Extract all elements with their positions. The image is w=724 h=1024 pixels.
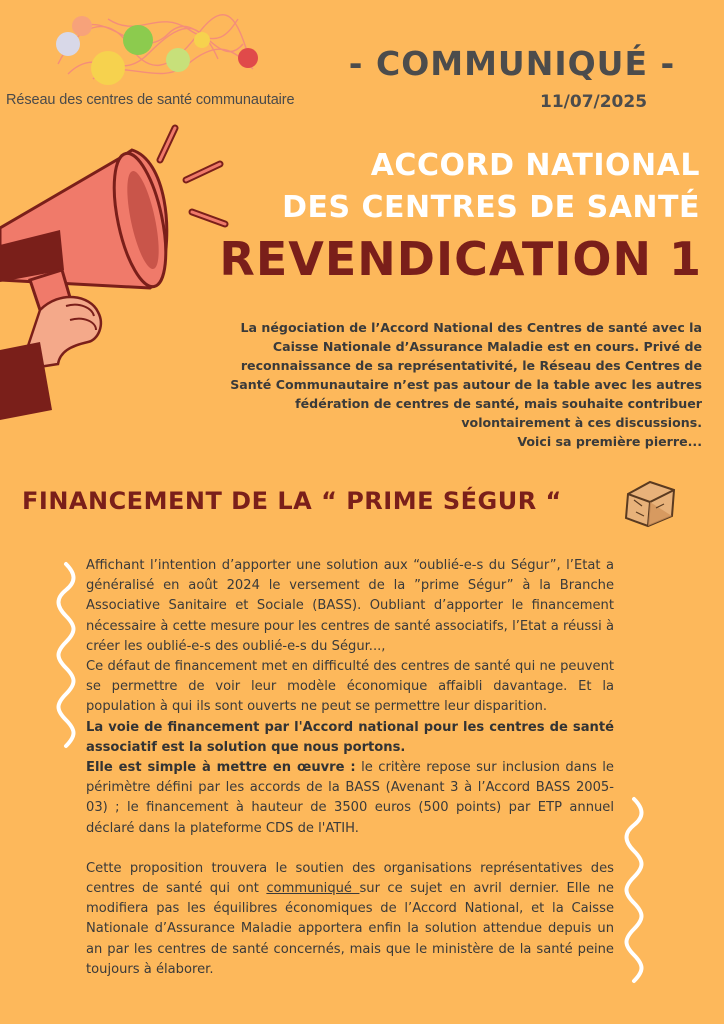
logo-bubbles xyxy=(48,4,263,92)
body-paragraph-3 xyxy=(86,718,614,758)
communique-link[interactable]: communiqué xyxy=(266,881,360,897)
body-paragraph-5 xyxy=(86,859,614,980)
intro-paragraph xyxy=(222,318,702,451)
stone-block-icon xyxy=(620,476,680,530)
proposal-statement: La voie de financement par l'Accord national pour les centres de santé associatif est la solution que nous portons. xyxy=(86,719,614,755)
title-centres-sante: DES CENTRES DE SANTÉ xyxy=(282,190,700,225)
body-text xyxy=(86,556,614,980)
document-type-heading: - COMMUNIQUÉ - xyxy=(348,44,676,83)
support-text-a: Cette proposition trouvera le soutien des organisations représentatives des centres de santé qui ont xyxy=(86,860,614,897)
body-paragraph-1: Affichant l’intention d’apporter une solution aux “oublié-e-s du Ségur”, l’Etat a généralisé en août 2024 le versement de la ”prime Ségur” à la Branche Associative Sanitaire et Sociale (BASS). Oubliant d’apporter le financement nécessaire à cette mesure pour les centres de santé associatifs, l’Etat a réussi à créer les oublié-e-s des oublié-e-s du Ségur..., xyxy=(86,558,614,654)
body-paragraph-4 xyxy=(86,758,614,839)
intro-text: La négociation de l’Accord National des Centres de santé avec la Caisse Nationale d’Assurance Maladie est en cours. Privé de reconnaissance de sa représentativité, le Réseau des Centres de Santé Communautaire n’est pas autour de la table avec les autres fédération de centres de santé, mais souhaite contribuer volontairement à ces discussions. xyxy=(230,320,702,430)
simplicity-statement: Elle est simple à mettre en œuvre : xyxy=(86,760,356,776)
publication-date: 11/07/2025 xyxy=(540,92,648,112)
org-name: Réseau des centres de santé communautaire xyxy=(6,92,295,108)
intro-closing: Voici sa première pierre... xyxy=(517,434,702,449)
criteria-text: le critère repose sur inclusion dans le périmètre défini par les accords de la BASS (Avenant 3 à l’Accord BASS 2005-03) ; le financement à hauteur de 3500 euros (500 points) par ETP annuel déclaré dans la plateforme CDS de l'ATIH. xyxy=(86,760,614,836)
title-revendication: REVENDICATION 1 xyxy=(219,232,702,286)
title-accord-national: ACCORD NATIONAL xyxy=(370,148,700,183)
support-text-b: sur ce sujet en avril dernier. Elle ne modifiera pas les équilibres économiques de l’Accord National, et la Caisse Nationale d’Assurance Maladie apportera enfin la solution attendue depuis un an par les centres de santé concernés, mais que le ministère de la santé peine toujours à élaborer. xyxy=(86,881,614,977)
megaphone-icon xyxy=(0,120,230,430)
body-paragraph-2: Ce défaut de financement met en difficulté des centres de santé qui ne peuvent se permettre de voir leur modèle économique affaibli davantage. Et la population à qui ils sont ouverts ne peut se permettre leur disparition. xyxy=(86,659,614,715)
section-heading: FINANCEMENT DE LA “ PRIME SÉGUR “ xyxy=(22,487,562,515)
squiggle-decoration-left xyxy=(54,560,78,750)
squiggle-decoration-right xyxy=(622,795,646,985)
